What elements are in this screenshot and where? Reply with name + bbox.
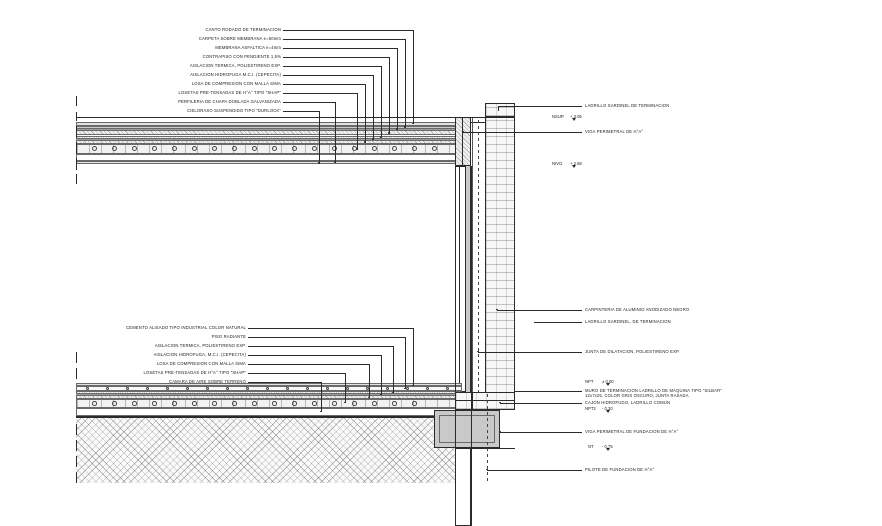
level-tag-nsup: NSUP. bbox=[552, 114, 565, 119]
leader-h-u6 bbox=[283, 75, 373, 76]
leader-r-muro bbox=[515, 391, 582, 392]
leader-dot bbox=[392, 392, 394, 394]
void-circle bbox=[272, 401, 277, 406]
void-circle bbox=[152, 146, 157, 151]
label-canto-rodado: CANTO RODADO DE TERMINACION bbox=[205, 27, 281, 32]
leader-r-pilote bbox=[487, 470, 582, 471]
break-tick-lower-6 bbox=[76, 472, 77, 483]
label-losetas-inf: LOSETAS PRE-TENSADAS DE H°A° TIPO "SHAP" bbox=[143, 370, 246, 375]
label-aislacion-hidrofuga-sup: AISLACION HIDROFUGA M.C.I. (CEPECITA) bbox=[190, 72, 281, 77]
leader-h-l7 bbox=[248, 382, 321, 383]
leader-v-l2 bbox=[405, 337, 406, 389]
label-camara-aire: CAMARA DE AIRE SOBRE TERRENO bbox=[169, 379, 246, 384]
leader-v-l5 bbox=[369, 364, 370, 398]
leader-r-cajon bbox=[500, 403, 582, 404]
void-circle bbox=[192, 401, 197, 406]
level-tag-nivo: NIVO. bbox=[552, 161, 564, 166]
label-aislacion-termica-sup: AISLACION TERMICA, POLIESTIRENO EXP. bbox=[189, 63, 281, 68]
void-circle bbox=[412, 146, 417, 151]
label-viga-perimetral: VIGA PERIMETRAL DE H°A° bbox=[585, 129, 644, 134]
label-cielorraso: CIELORASO SUSPENDIDO TIPO "DURLOCK" bbox=[186, 108, 281, 113]
break-tick-upper-6 bbox=[76, 174, 77, 184]
leader-h-l4 bbox=[248, 355, 381, 356]
void-circle bbox=[92, 401, 97, 406]
leader-dot bbox=[364, 141, 366, 143]
level-leader-npt2 bbox=[515, 411, 609, 412]
level-leader-nt bbox=[515, 449, 609, 450]
leader-r-carpinteria bbox=[497, 310, 582, 311]
pilote-right-line bbox=[471, 166, 472, 526]
void-circle bbox=[192, 146, 197, 151]
void-circle bbox=[92, 146, 97, 151]
leader-h-l5 bbox=[248, 364, 369, 365]
label-muro-terminacion: MURO DE TERMINACION LADRILLO DE MAQUINA TIPO "SILBAR" 12x7x25, COLOR GRIS OSCURO, JUNTA RASADA bbox=[585, 388, 722, 399]
label-membrana: MEMBRANA ASFALTICA e=4mm bbox=[215, 45, 281, 50]
label-cajon-hidrofugo: CAJON HIDROFUGO, LADRILLO COMUN bbox=[585, 400, 671, 405]
leader-v-u4 bbox=[389, 57, 390, 133]
void-circle bbox=[132, 401, 137, 406]
leader-dot bbox=[356, 148, 358, 150]
label-ladrillo-sardinel-terminacion: LADRILLO SARDINEL DE TERMINACION bbox=[585, 103, 670, 108]
label-cemento-alisado: CEMENTO ALISADO TIPO INDUSTRIAL COLOR NATURAL bbox=[126, 325, 246, 330]
level-tag-npt: NPT bbox=[585, 379, 594, 384]
leader-r-viga-sup bbox=[463, 132, 582, 133]
level-leader-npt bbox=[515, 384, 609, 385]
void-circle bbox=[212, 146, 217, 151]
pilote-fundacion bbox=[455, 448, 471, 526]
void-circle bbox=[112, 401, 117, 406]
leader-v-u3 bbox=[397, 48, 398, 129]
void-circle bbox=[352, 401, 357, 406]
cajon-internal-vline bbox=[472, 392, 473, 410]
leader-h-u3 bbox=[283, 48, 397, 49]
leader-v-u10 bbox=[319, 111, 320, 163]
label-losa-compresion-sup: LOSA DE COMPRESION CON MALLA SIMA bbox=[191, 81, 281, 86]
upper-slab-top-line bbox=[76, 117, 494, 118]
label-losetas-sup: LOSETAS PRE-TENSADAS DE H°A° TIPO "SHAP" bbox=[178, 90, 281, 95]
leader-v-u5 bbox=[381, 66, 382, 137]
level-value-nt: - 0.75 bbox=[602, 444, 613, 449]
leader-dot bbox=[404, 388, 406, 390]
camara-de-aire bbox=[76, 408, 462, 416]
break-tick-lower-1 bbox=[76, 352, 77, 363]
leader-v-u1 bbox=[413, 30, 414, 124]
label-losa-compresion-inf: LOSA DE COMPRESION CON MALLA SIMA bbox=[156, 361, 246, 366]
void-circle bbox=[292, 401, 297, 406]
void-circle bbox=[172, 401, 177, 406]
cajon-internal-line bbox=[455, 400, 515, 401]
leader-v-u8 bbox=[357, 93, 358, 149]
leader-h-l1 bbox=[248, 328, 413, 329]
break-tick-upper-1 bbox=[76, 96, 77, 106]
ceiling-plenum-sup bbox=[76, 154, 462, 161]
wall-cavity-line bbox=[472, 118, 473, 392]
leader-r-viga-fundacion bbox=[500, 432, 582, 433]
leader-dot bbox=[372, 138, 374, 140]
void-circle bbox=[392, 146, 397, 151]
label-viga-perimetral-fundacion: VIGA PERIMETRAL DE FUNDACION DE H°A° bbox=[585, 429, 679, 434]
level-value-npt2: - 0.30 bbox=[602, 406, 613, 411]
carpinteria-inner-line bbox=[459, 166, 460, 392]
leader-dot bbox=[404, 126, 406, 128]
leader-r-ladrillo-sardinel bbox=[534, 322, 582, 323]
leader-h-u2 bbox=[283, 39, 405, 40]
layer-cielorraso-durlock bbox=[76, 161, 462, 164]
void-circle bbox=[232, 401, 237, 406]
leader-v-l4 bbox=[381, 355, 382, 395]
void-circle bbox=[172, 146, 177, 151]
level-tag-nt: NT bbox=[588, 444, 594, 449]
leader-v-u9 bbox=[335, 102, 336, 162]
label-piso-radiante: PISO RADIANTE bbox=[211, 334, 246, 339]
leader-v-l3 bbox=[393, 346, 394, 393]
label-carpinteria-aluminio: CARPINTERIA DE ALUMINIO ANODIZADO NEGRO bbox=[585, 307, 690, 312]
level-value-nivo: + 2.58 bbox=[570, 161, 582, 166]
terreno-natural bbox=[76, 417, 462, 483]
carpinteria-frame-fill bbox=[466, 166, 470, 392]
level-leader-nivo bbox=[515, 166, 575, 167]
leader-h-u4 bbox=[283, 57, 389, 58]
label-contrapiso: CONTRAPISO CON PENDIENTE 1,5% bbox=[202, 54, 281, 59]
leader-h-u5 bbox=[283, 66, 381, 67]
leader-h-u8 bbox=[283, 93, 357, 94]
leader-dot bbox=[380, 136, 382, 138]
void-circle bbox=[372, 146, 377, 151]
void-circle bbox=[252, 146, 257, 151]
label-pilote-fundacion: PILOTE DE FUNDACION DE H°A° bbox=[585, 467, 655, 472]
leader-v-u7 bbox=[365, 84, 366, 143]
label-perfileria: PERFILERIA DE CHAPA DOBLADA GALVANIZADA bbox=[178, 99, 281, 104]
leader-dot bbox=[368, 397, 370, 399]
leader-v-u6 bbox=[373, 75, 374, 140]
break-tick-upper-5 bbox=[76, 158, 77, 170]
leader-dot bbox=[388, 132, 390, 134]
leader-dot bbox=[318, 162, 320, 164]
level-leader-nsup bbox=[515, 119, 575, 120]
void-circle bbox=[412, 401, 417, 406]
void-circle bbox=[112, 146, 117, 151]
break-tick-lower-2 bbox=[76, 368, 77, 379]
void-circle bbox=[392, 401, 397, 406]
leader-h-l2 bbox=[248, 337, 405, 338]
label-carpeta: CARPETA SOBRE MEMBRANA e=50mm bbox=[198, 36, 281, 41]
leader-r-ladrillo-sup bbox=[498, 106, 582, 107]
leader-dot bbox=[412, 385, 414, 387]
label-junta-dilatacion: JUNTA DE DILATACION, POLIESTIRENO EXP. bbox=[585, 349, 680, 354]
leader-h-l3 bbox=[248, 346, 393, 347]
leader-v-l6 bbox=[345, 373, 346, 403]
leader-h-u10 bbox=[283, 111, 319, 112]
label-aislacion-hidrofuga-inf: AISLACION HIDROFUGA, M.C.I. (CEPECITA) bbox=[153, 352, 246, 357]
label-aislacion-termica-inf: AISLACION TERMICA, POLIESTIRENO EXP. bbox=[154, 343, 246, 348]
leader-dot bbox=[412, 123, 414, 125]
leader-dot bbox=[334, 161, 336, 163]
void-circle bbox=[132, 146, 137, 151]
pilote-axis bbox=[487, 394, 488, 484]
leader-h-u9 bbox=[283, 102, 335, 103]
break-tick-upper-4 bbox=[76, 142, 77, 154]
viga-perimetral-superior bbox=[455, 117, 471, 166]
terrain-line-right bbox=[471, 448, 515, 449]
void-circle bbox=[232, 146, 237, 151]
void-circle bbox=[292, 146, 297, 151]
void-circle bbox=[252, 401, 257, 406]
pilote-left-line bbox=[455, 166, 456, 526]
leader-v-l1 bbox=[413, 328, 414, 386]
void-circle bbox=[272, 146, 277, 151]
break-tick-upper-3 bbox=[76, 126, 77, 138]
muro-ladrillo-maquina bbox=[485, 117, 515, 394]
void-circle bbox=[332, 401, 337, 406]
label-ladrillo-sardinel-2: LADRILLO SARDINEL, DE TERMINACION bbox=[585, 319, 671, 324]
void-circle bbox=[312, 146, 317, 151]
break-tick-upper-2 bbox=[76, 112, 77, 121]
break-tick-lower-4 bbox=[76, 440, 77, 451]
void-circle bbox=[432, 146, 437, 151]
leader-v-l7 bbox=[321, 382, 322, 412]
void-circle bbox=[212, 401, 217, 406]
break-tick-lower-5 bbox=[76, 456, 77, 467]
leader-r-ladrillo-sup-v bbox=[498, 106, 499, 111]
level-value-nsup: + 3.05 bbox=[570, 114, 582, 119]
void-circle bbox=[312, 401, 317, 406]
break-tick-lower-3 bbox=[76, 424, 77, 435]
leader-dot bbox=[320, 411, 322, 413]
leader-v-u2 bbox=[405, 39, 406, 127]
leader-dot bbox=[396, 128, 398, 130]
void-circle bbox=[152, 401, 157, 406]
level-tag-npt2: NPT2 bbox=[585, 406, 596, 411]
leader-h-u7 bbox=[283, 84, 365, 85]
leader-h-l6 bbox=[248, 373, 345, 374]
leader-h-u1 bbox=[283, 30, 413, 31]
cajon-hidrofugo bbox=[455, 392, 515, 410]
level-value-npt: ± 0.00 bbox=[602, 379, 614, 384]
leader-r-junta bbox=[478, 352, 582, 353]
viga-sup-edge bbox=[462, 117, 463, 166]
void-circle bbox=[372, 401, 377, 406]
